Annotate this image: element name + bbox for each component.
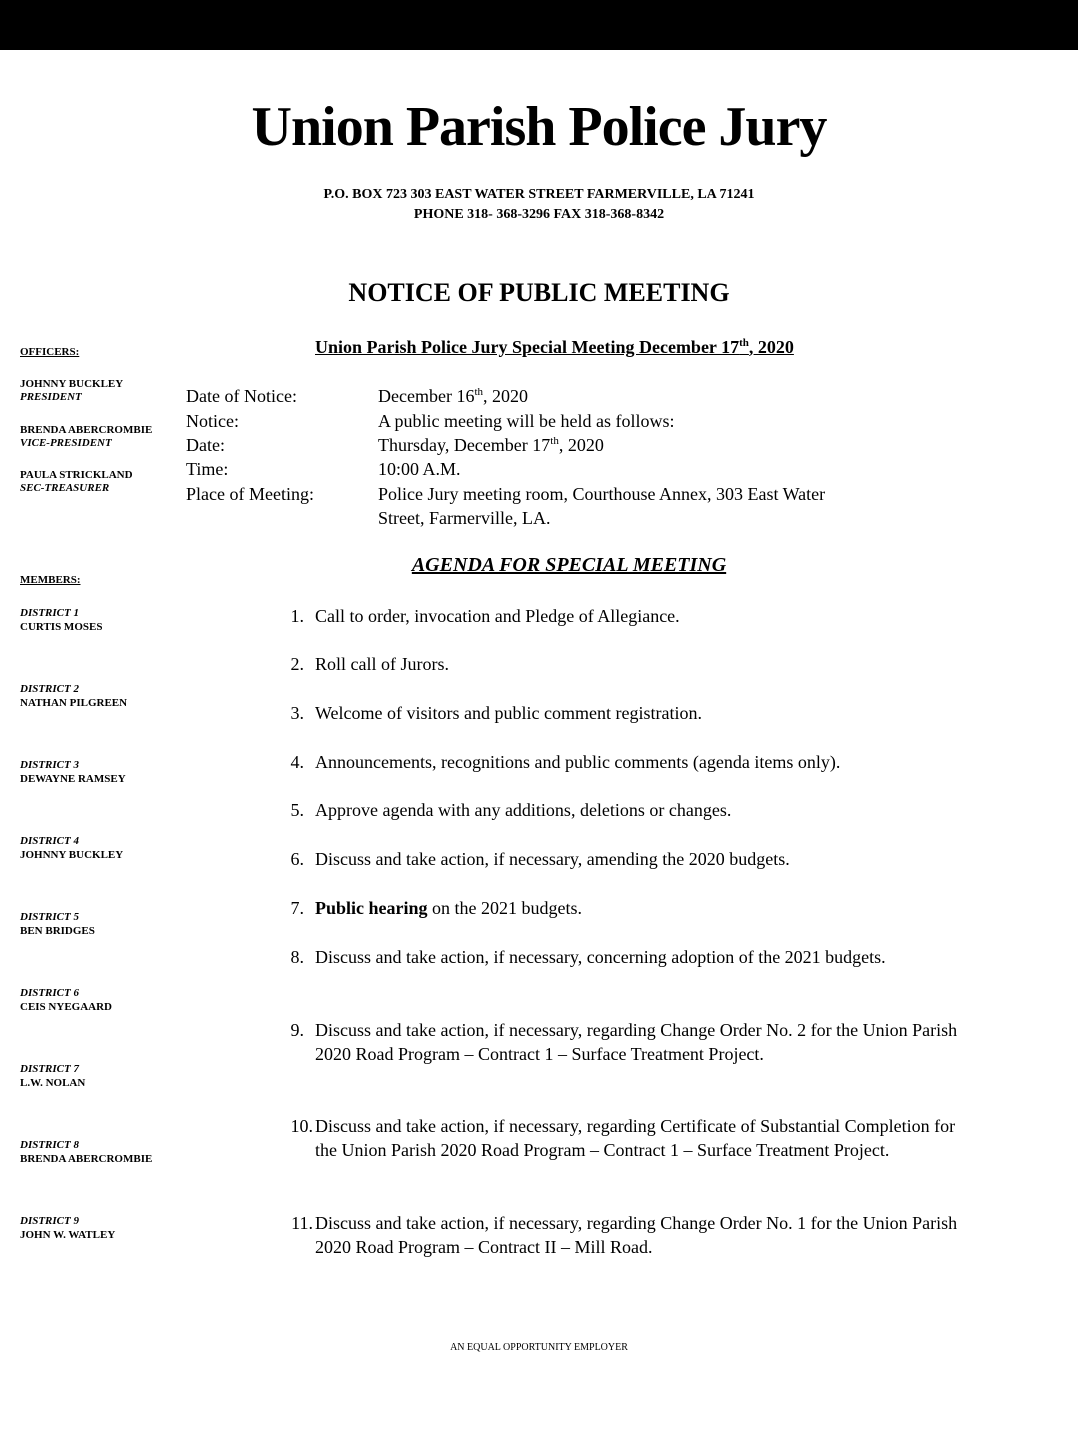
agenda-heading: AGENDA FOR SPECIAL MEETING (411, 554, 727, 576)
member-name: JOHNNY BUCKLEY (20, 849, 124, 861)
letterhead-phone: PHONE 318- 368-3296 FAX 318-368-8342 (413, 207, 665, 222)
notice-heading: NOTICE OF PUBLIC MEETING (348, 278, 730, 307)
members-heading: MEMBERS: (20, 574, 81, 586)
agenda-item-text: Public hearing on the 2021 budgets. (315, 898, 583, 918)
member-name: L.W. NOLAN (20, 1077, 86, 1089)
member-district: DISTRICT 7 (20, 1063, 79, 1075)
agenda-item-text: Discuss and take action, if necessary, regarding Change Order No. 2 for the Union Parish 2020 Road Program – Contract 1 – Surface Treatment Project. (315, 1020, 958, 1064)
notice-label: Notice: (186, 411, 239, 431)
agenda-item-text: Call to order, invocation and Pledge of Allegiance. (315, 606, 680, 626)
agenda-item-number: 3. (290, 703, 304, 723)
date-of-notice-value: December 16th, 2020 (378, 386, 529, 406)
footer-eoe: AN EQUAL OPPORTUNITY EMPLOYER (450, 1342, 628, 1353)
member-name: NATHAN PILGREEN (20, 697, 128, 709)
letterhead-title: Union Parish Police Jury (251, 96, 827, 158)
officer-title: PRESIDENT (20, 391, 82, 403)
member-district: DISTRICT 8 (20, 1139, 79, 1151)
agenda-item-number: 1. (290, 606, 304, 626)
agenda-item-text: Roll call of Jurors. (315, 654, 449, 674)
agenda-item-number: 6. (290, 849, 304, 869)
member-name: BRENDA ABERCROMBIE (20, 1153, 153, 1165)
agenda-item-text: Discuss and take action, if necessary, regarding Certificate of Substantial Completion for the Union Parish 2020 Road Program – Contract 1 – Surface Treatment Project. (315, 1116, 956, 1160)
top-black-bar (0, 0, 1078, 50)
agenda-item-number: 7. (290, 898, 304, 918)
date-label: Date: (186, 435, 225, 455)
notice-value: A public meeting will be held as follows: (378, 411, 675, 431)
officer-name: PAULA STRICKLAND (20, 469, 133, 481)
agenda-item-number: 9. (290, 1020, 304, 1040)
member-name: CURTIS MOSES (20, 621, 103, 633)
agenda-item-text: Announcements, recognitions and public comments (agenda items only). (315, 752, 841, 772)
member-district: DISTRICT 2 (20, 683, 79, 695)
agenda-item-number: 2. (290, 654, 304, 674)
officer-title: VICE-PRESIDENT (20, 437, 112, 449)
date-value: Thursday, December 17th, 2020 (378, 435, 604, 455)
member-district: DISTRICT 6 (20, 987, 79, 999)
time-value: 10:00 A.M. (378, 459, 461, 479)
agenda-item-number: 4. (290, 752, 304, 772)
officer-title: SEC-TREASURER (20, 482, 110, 494)
time-label: Time: (186, 459, 229, 479)
agenda-item-number: 5. (290, 800, 304, 820)
meeting-title: Union Parish Police Jury Special Meeting December 17th, 2020 (315, 337, 794, 357)
member-name: BEN BRIDGES (20, 925, 95, 937)
agenda-item-text: Discuss and take action, if necessary, regarding Change Order No. 1 for the Union Parish 2020 Road Program – Contract II – Mill Road. (315, 1213, 958, 1257)
member-district: DISTRICT 3 (20, 759, 79, 771)
member-name: CEIS NYEGAARD (20, 1001, 112, 1013)
agenda-item-number: 10. (290, 1116, 313, 1136)
member-name: DEWAYNE RAMSEY (20, 773, 126, 785)
place-value: Police Jury meeting room, Courthouse Annex, 303 East Water Street, Farmerville, LA. (378, 484, 826, 528)
member-district: DISTRICT 5 (20, 911, 79, 923)
officer-name: JOHNNY BUCKLEY (20, 378, 124, 390)
officers-heading: OFFICERS: (20, 346, 80, 358)
member-district: DISTRICT 9 (20, 1215, 79, 1227)
agenda-item-text: Approve agenda with any additions, deletions or changes. (315, 800, 732, 820)
officer-name: BRENDA ABERCROMBIE (20, 424, 153, 436)
agenda-item-text: Welcome of visitors and public comment registration. (315, 703, 702, 723)
agenda-item-text: Discuss and take action, if necessary, amending the 2020 budgets. (315, 849, 790, 869)
agenda-item-number: 11. (291, 1213, 313, 1233)
member-district: DISTRICT 4 (20, 835, 79, 847)
letterhead-address: P.O. BOX 723 303 EAST WATER STREET FARMERVILLE, LA 71241 (323, 187, 755, 202)
member-name: JOHN W. WATLEY (20, 1229, 116, 1241)
date-of-notice-label: Date of Notice: (186, 386, 297, 406)
member-district: DISTRICT 1 (20, 607, 79, 619)
agenda-item-text: Discuss and take action, if necessary, concerning adoption of the 2021 budgets. (315, 947, 886, 967)
place-label: Place of Meeting: (186, 484, 314, 504)
agenda-item-number: 8. (290, 947, 304, 967)
